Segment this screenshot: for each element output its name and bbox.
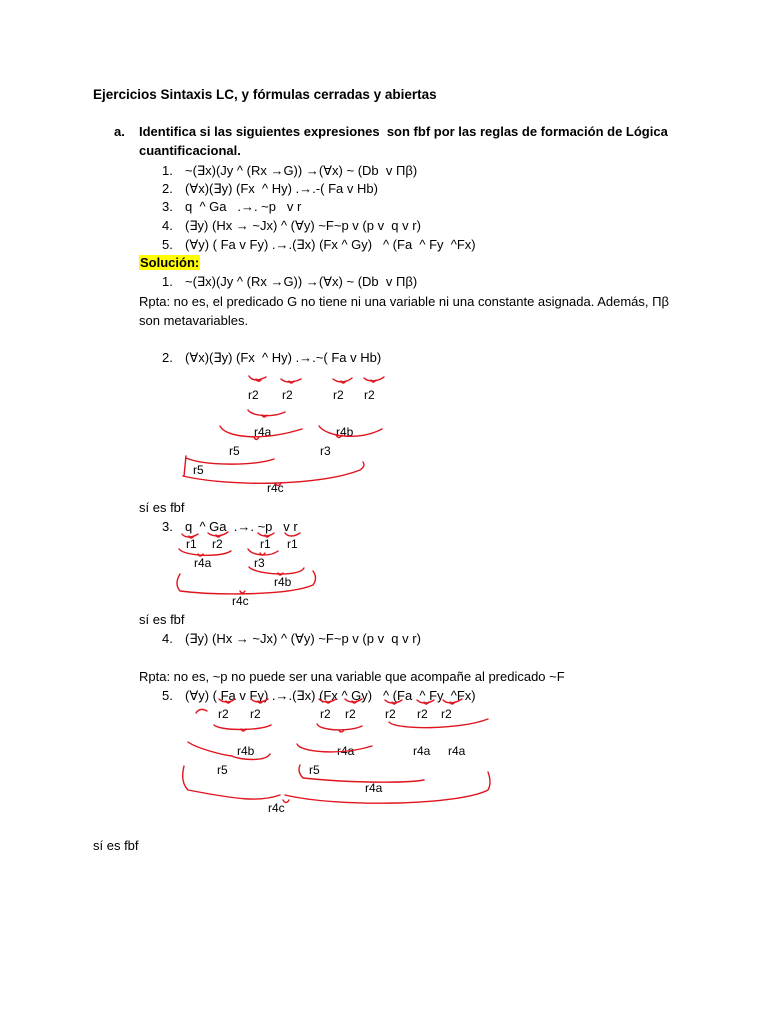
solution-3-number: 3.	[162, 519, 173, 534]
rule-label: r2	[385, 707, 396, 721]
expression-number: 1.	[162, 163, 173, 178]
expression-text: q ^ Ga .→. ~p v r	[185, 199, 302, 214]
rule-label: r4c	[267, 481, 284, 495]
bracket-mark	[371, 380, 376, 382]
solution-4-text: (∃y) (Hx → ~Jx) ^ (∀y) ~F~p v (p v q v r)	[185, 631, 421, 646]
bracket-mark	[177, 571, 316, 594]
rule-label: r2	[320, 707, 331, 721]
item-a-instruction-line1: Identifica si las siguientes expresiones son fbf por las reglas de formación de Lógica	[139, 124, 668, 139]
rpta-1-line1: Rpta: no es, el predicado G no tiene ni una variable ni una constante asignada. Además, Πβ	[139, 294, 669, 309]
document-title: Ejercicios Sintaxis LC, y fórmulas cerradas y abiertas	[93, 87, 437, 102]
solution-heading	[139, 255, 200, 271]
rule-label: r1	[260, 537, 271, 551]
solution-2-text: (∀x)(∃y) (Fx ^ Hy) .→.~( Fa v Hb)	[185, 350, 382, 365]
bracket-mark	[262, 415, 267, 417]
rule-label: r2	[250, 707, 261, 721]
rule-label: r5	[217, 763, 228, 777]
rule-label: r5	[193, 463, 204, 477]
item-a-instruction-line2: cuantificacional.	[139, 143, 241, 158]
solution-5-verdict: sí es fbf	[93, 838, 139, 853]
rule-label: r5	[229, 444, 240, 458]
bracket-mark	[183, 763, 280, 799]
rule-label: r2	[282, 388, 293, 402]
bracket-mark	[289, 381, 294, 383]
bracket-mark	[188, 742, 270, 760]
expression-text: (∀y) ( Fa v Fy) .→.(∃x) (Fx ^ Gy) ^ (Fa ^ Fy ^Fx)	[185, 237, 476, 252]
rule-label: r4b	[274, 575, 292, 589]
solution-1-text: ~(∃x)(Jy ^ (Rx →G)) →(∀x) ~ (Db v Πβ)	[185, 274, 418, 289]
solution-3-text: q ^ Ga .→. ~p v r	[185, 519, 298, 534]
bracket-mark	[248, 410, 285, 416]
expression-number: 3.	[162, 199, 173, 214]
bracket-mark	[241, 729, 246, 731]
expression-number: 4.	[162, 218, 173, 233]
bracket-mark	[214, 725, 271, 730]
solution-3-verdict: sí es fbf	[139, 612, 185, 627]
rule-label: r4b	[336, 425, 354, 439]
rule-label: r4a	[337, 744, 355, 758]
rule-label: r2	[248, 388, 259, 402]
rule-label: r5	[309, 763, 320, 777]
rule-label: r2	[364, 388, 375, 402]
solution-5-number: 5.	[162, 688, 173, 703]
bracket-mark	[389, 719, 488, 728]
bracket-mark	[297, 744, 372, 752]
rule-label: r1	[186, 537, 197, 551]
rule-label: r1	[287, 537, 298, 551]
bracket-mark	[339, 730, 344, 732]
rpta-1-line2: son metavariables.	[139, 313, 249, 328]
solution-2-verdict: sí es fbf	[139, 500, 185, 515]
rule-label: r4a	[365, 781, 383, 795]
bracket-mark	[317, 724, 362, 730]
bracket-mark	[196, 709, 207, 713]
expression-text: (∃y) (Hx → ~Jx) ^ (∀y) ~F~p v (p v q v r)	[185, 218, 421, 233]
bracket-mark	[256, 379, 261, 381]
solution-4-number: 4.	[162, 631, 173, 646]
rule-label: r4a	[194, 556, 212, 570]
rule-label: r2	[212, 537, 223, 551]
rule-label: r2	[417, 707, 428, 721]
bracket-mark	[240, 591, 245, 593]
rule-label: r3	[320, 444, 331, 458]
rule-label: r4b	[237, 744, 255, 758]
rule-label: r2	[441, 707, 452, 721]
rule-label: r4c	[268, 801, 285, 815]
rule-label: r4a	[413, 744, 431, 758]
rule-label: r4a	[254, 425, 272, 439]
solution-2-number: 2.	[162, 350, 173, 365]
rule-label: r4a	[448, 744, 466, 758]
bracket-mark	[184, 456, 186, 476]
bracket-mark	[364, 377, 384, 381]
rule-label: r2	[345, 707, 356, 721]
expression-number: 5.	[162, 237, 173, 252]
bracket-mark	[341, 381, 346, 383]
bracket-mark	[333, 378, 352, 382]
rule-label: r2	[218, 707, 229, 721]
bracket-mark	[260, 553, 265, 555]
rule-label: r2	[333, 388, 344, 402]
expression-text: ~(∃x)(Jy ^ (Rx →G)) →(∀x) ~ (Db v Πβ)	[185, 163, 418, 178]
item-a-marker: a.	[114, 124, 125, 139]
solution-5-text: (∀y) ( Fa v Fy) .→.(∃x) (Fx ^ Gy) ^ (Fa ^ Fy ^Fx)	[185, 688, 476, 703]
expression-text: (∀x)(∃y) (Fx ^ Hy) .→.-( Fa v Hb)	[185, 181, 378, 196]
rule-label: r3	[254, 556, 265, 570]
rule-label: r4c	[232, 594, 249, 608]
expression-number: 2.	[162, 181, 173, 196]
solution-label: Solución:	[140, 255, 200, 270]
bracket-mark	[249, 376, 266, 380]
solution-1-number: 1.	[162, 274, 173, 289]
rpta-4: Rpta: no es, ~p no puede ser una variable que acompañe al predicado ~F	[139, 669, 565, 684]
bracket-mark	[281, 379, 301, 382]
